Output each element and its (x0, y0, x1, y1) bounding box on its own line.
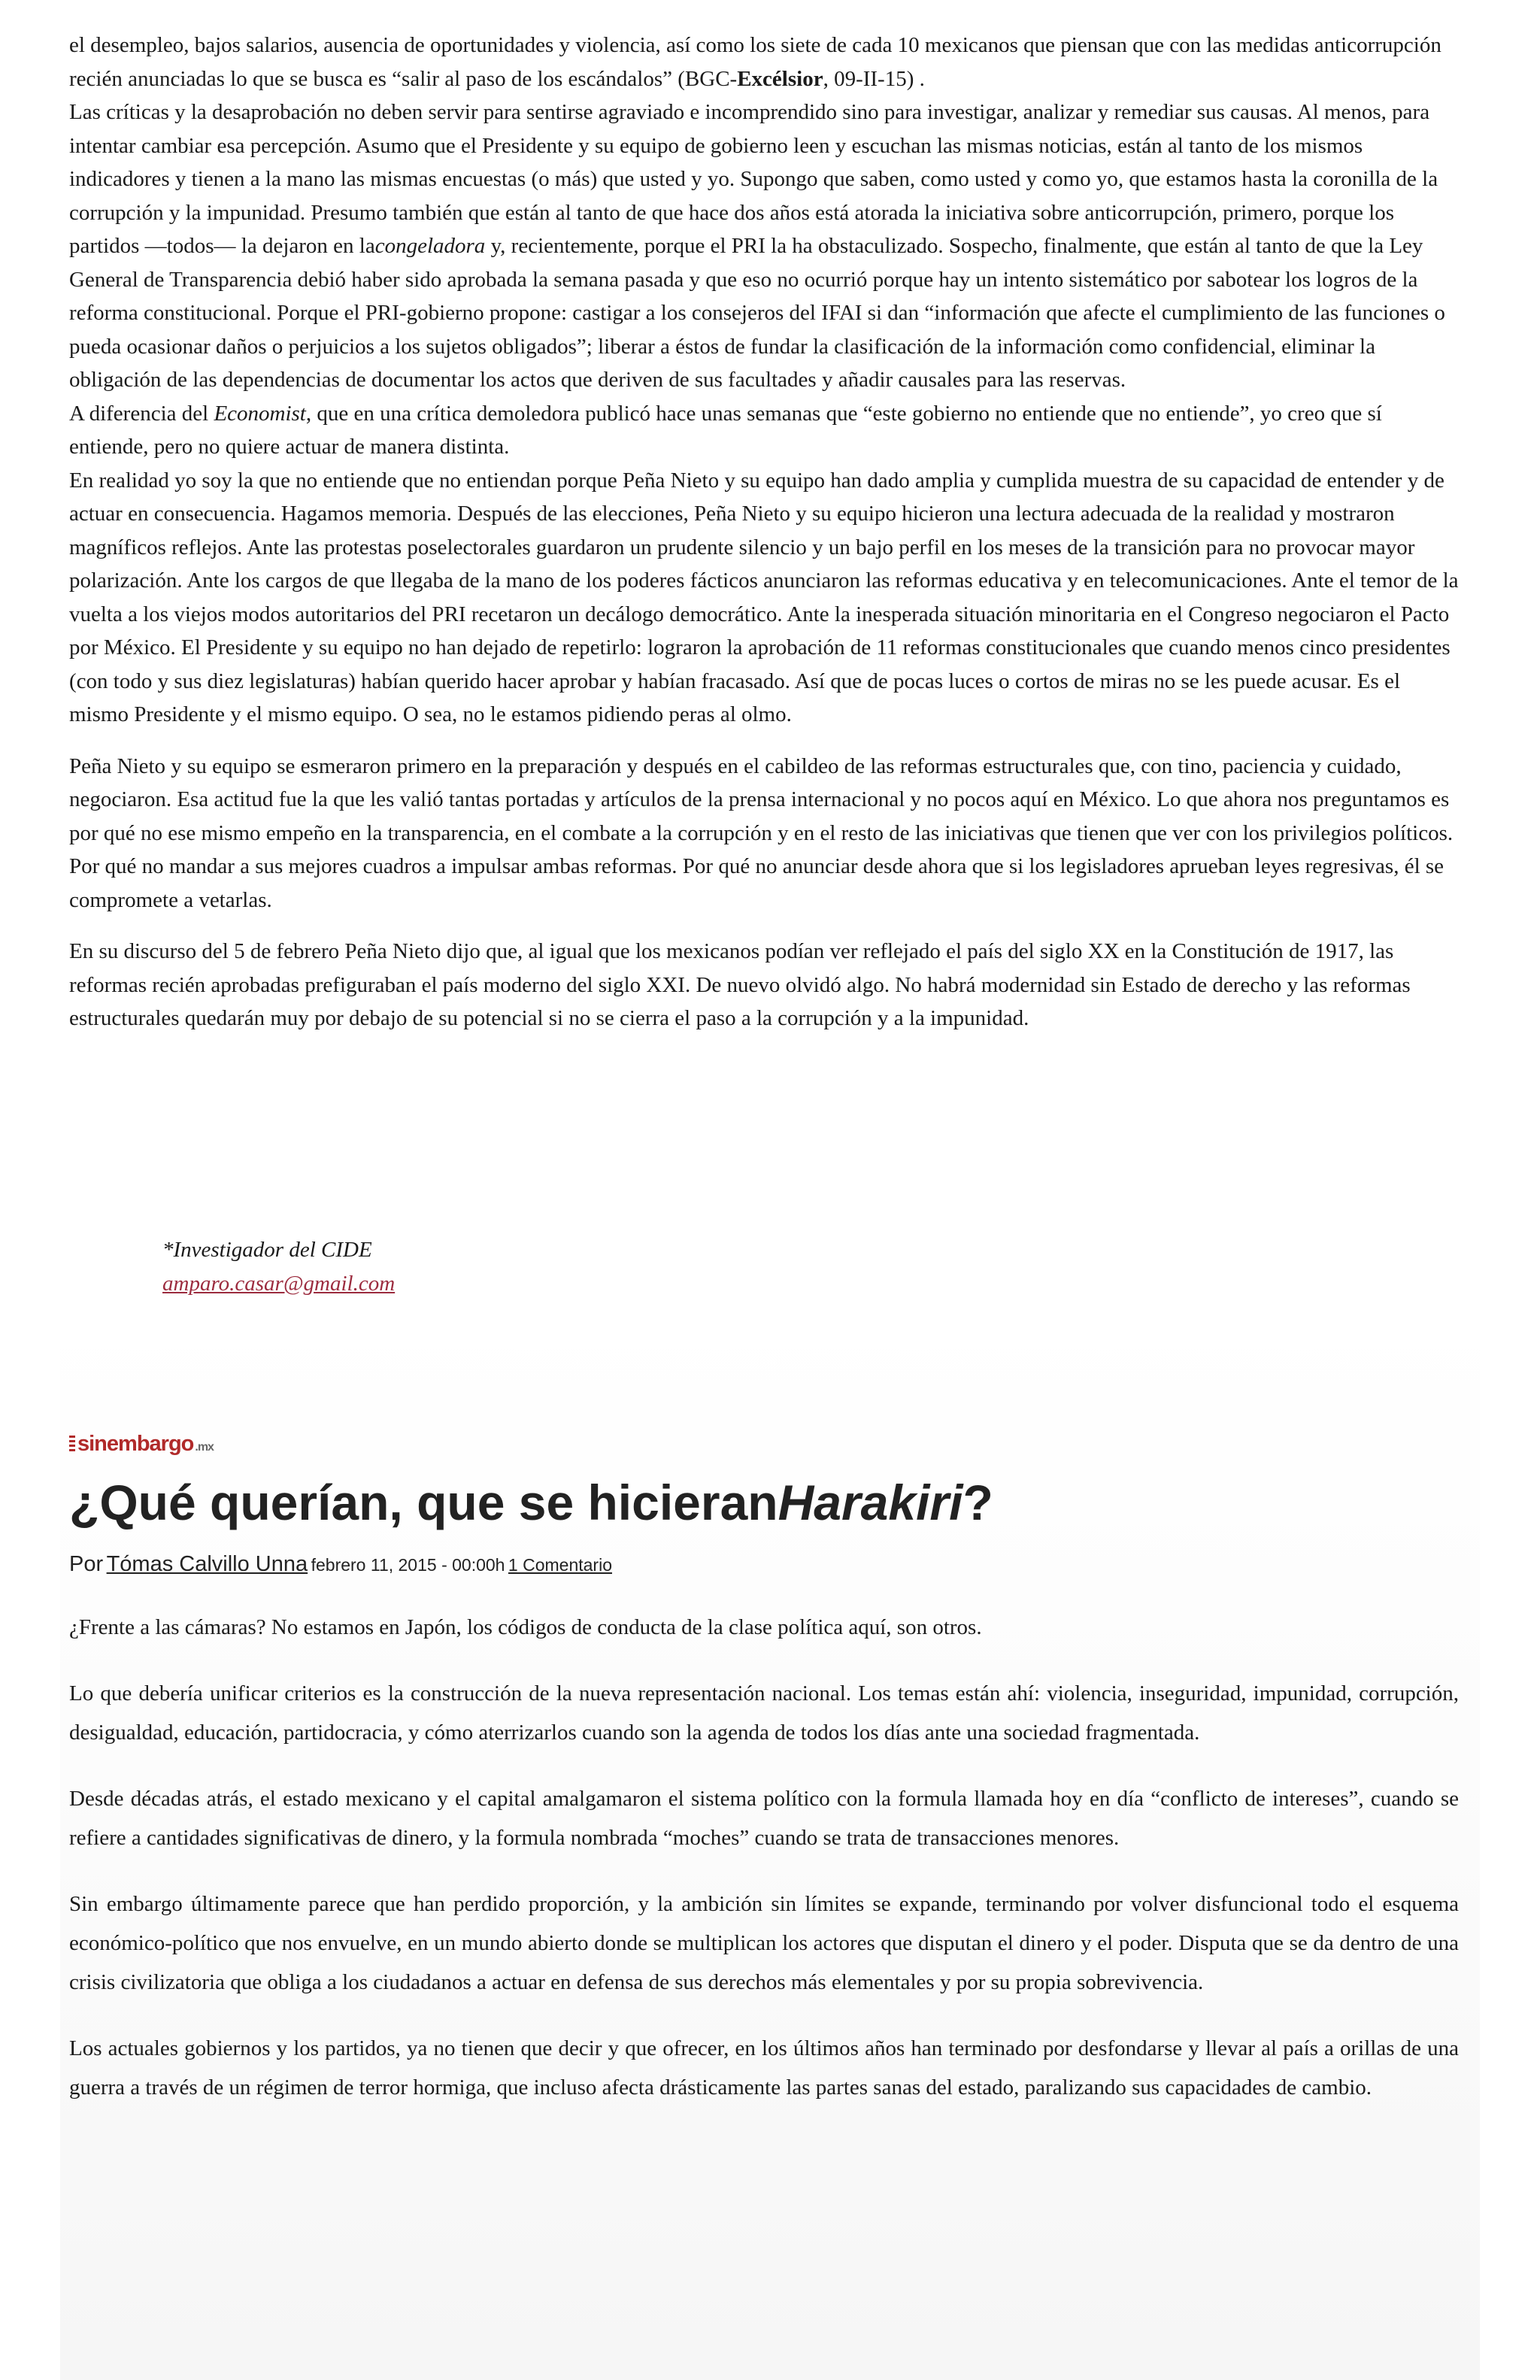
text-segment: En su discurso del 5 de febrero Peña Nieto dijo que, al igual que los mexicanos podían ver reflejado el país del siglo XX en la Constitución de 1917, las reformas recién aprobadas prefiguraban el país moderno del siglo XXI. De nuevo olvidó algo. No habrá modernidad sin Estado de derecho y las reformas estructurales quedarán muy por debajo de su potencial si no se cierra el paso a la corrupción y a la impunidad. (69, 939, 1411, 1030)
text-segment: A diferencia del (69, 401, 214, 426)
text-segment: , que en una crítica demoledora publicó hace unas semanas que “este gobierno no entiende que no entiende”, yo creo que sí entiende, pero no quiere actuar de manera distinta. (69, 401, 1382, 459)
text-segment: Las críticas y la desaprobación no deben servir para sentirse agraviado e incomprendido sino para investigar, analizar y remediar sus causas. Al menos, para intentar cambiar esa percepción. Asumo que el Presidente y su equipo de gobierno leen y escuchan las mismas noticias, están al tanto de los mismos indicadores y tienen a la mano las mismas encuestas (o más) que usted y yo. Supongo que saben, como usted y como yo, que estamos hasta la coronilla de la corrupción y la impunidad. Presumo también que están al tanto de que hace dos años está atorada la iniciativa sobre anticorrupción, primero, porque los partidos —todos— la dejaron en la (69, 100, 1438, 258)
logo-mark-icon (69, 1436, 75, 1452)
article2-paragraph: Los actuales gobiernos y los partidos, ya no tienen que decir y que ofrecer, en los últimos años han terminado por desfondarse y llevar al país a orillas de una guerra a través de un régimen de terror hormiga, que incluso afecta drásticamente las partes sanas del estado, paralizando sus capacidades de cambio. (69, 2036, 1459, 2100)
article1-paragraph (69, 96, 1459, 397)
source-logo[interactable] (69, 1432, 214, 1456)
logo-text: sinembargo (77, 1432, 194, 1456)
text-segment: el desempleo, bajos salarios, ausencia de oportunidades y violencia, así como los siete de cada 10 mexicanos que piensan que con las medidas anticorrupción recién anunciadas lo que se busca es “salir al paso de los escándalos” (BGC- (69, 33, 1441, 91)
article2-paragraph: Lo que debería unificar criterios es la construcción de la nueva representación nacional. Los temas están ahí: violencia, inseguridad, impunidad, corrupción, desigualdad, educación, partidocracia, y cómo aterrizarlos cuando son la agenda de todos los días ante una sociedad fragmentada. (69, 1681, 1459, 1745)
logo-suffix: .mx (195, 1441, 214, 1454)
author-link[interactable]: Tómas Calvillo Unna (106, 1552, 308, 1576)
comments-link[interactable]: 1 Comentario (508, 1555, 612, 1575)
article2-body (69, 1608, 1459, 2134)
article-title (69, 1472, 1459, 1533)
article1-paragraph (69, 464, 1459, 732)
emphasis-term: congeladora (374, 234, 486, 258)
article1-paragraph (69, 750, 1459, 917)
title-end: ? (962, 1475, 993, 1530)
publish-date: febrero 11, 2015 - 00:00h (311, 1555, 505, 1575)
article2-paragraph: ¿Frente a las cámaras? No estamos en Japón, los códigos de conducta de la clase política aquí, son otros. (69, 1615, 982, 1639)
text-segment: , 09-II-15) . (823, 66, 925, 91)
article1-body (69, 29, 1459, 1035)
article1-paragraph (69, 935, 1459, 1035)
article1-paragraph (69, 29, 1459, 96)
article1-paragraph (69, 397, 1459, 464)
text-segment: Peña Nieto y su equipo se esmeraron primero en la preparación y después en el cabildeo de las reformas estructurales que, con tino, paciencia y cuidado, negociaron. Esa actitud fue la que les valió tantas portadas y artículos de la prensa internacional y no pocos aquí en México. Lo que ahora nos preguntamos es por qué no ese mismo empeño en la transparencia, en el combate a la corrupción y en el resto de las iniciativas que tienen que ver con los privilegios políticos. Por qué no mandar a sus mejores cuadros a impulsar ambas reformas. Por qué no anunciar desde ahora que si los legisladores aprueban leyes regresivas, él se compromete a vetarlas. (69, 753, 1454, 912)
author-email-link[interactable]: amparo.casar@gmail.com (162, 1272, 396, 1296)
title-text: ¿Qué querían, que se hicieran (69, 1475, 778, 1530)
text-segment: y, recientemente, porque el PRI la ha obstaculizado. Sospecho, finalmente, que están al tanto de que la Ley General de Transparencia debió haber sido aprobada la semana pasada y que eso no ocurrió porque hay un intento sistemático por sabotear los logros de la reforma constitucional. Porque el PRI-gobierno propone: castigar a los consejeros del IFAI si dan “información que afecte el cumplimiento de las funciones o pueda ocasionar daños o perjuicios a los sujetos obligados”; liberar a éstos de fundar la clasificación de la información como confidencial, eliminar la obligación de las dependencias de documentar los actos que deriven de sus facultades y añadir causales para las reservas. (69, 234, 1445, 392)
text-segment: En realidad yo soy la que no entiende que no entiendan porque Peña Nieto y su equipo han dado amplia y cumplida muestra de su capacidad de entender y de actuar en consecuencia. Hagamos memoria. Después de las elecciones, Peña Nieto y su equipo hicieron una lectura adecuada de la realidad y mostraron magníficos reflejos. Ante las protestas poselectorales guardaron un prudente silencio y un bajo perfil en los meses de la transición para no provocar mayor polarización. Ante los cargos de que llegaba de la mano de los poderes fácticos anunciaron las reformas educativa y en telecomunicaciones. Ante el temor de la vuelta a los viejos modos autoritarios del PRI recetaron un decálogo democrático. Ante la inesperada situación minoritaria en el Congreso negociaron el Pacto por México. El Presidente y su equipo no han dejado de repetirlo: lograron la aprobación de 11 reformas constitucionales que cuando menos cinco presidentes (con todo y sus diez legislaturas) habían querido hacer aprobar y habían fracasado. Así que de pocas luces o cortos de miras no se les puede acusar. Es el mismo Presidente y el mismo equipo. O sea, no le estamos pidiendo peras al olmo. (69, 468, 1459, 726)
author-affiliation: *Investigador del CIDE (162, 1238, 372, 1262)
article2-paragraph: Desde décadas atrás, el estado mexicano y el capital amalgamaron el sistema político con la formula llamada hoy en día “conflicto de intereses”, cuando se refiere a cantidades significativas de dinero, y la formula nombrada “moches” cuando se trata de transacciones menores. (69, 1787, 1459, 1850)
byline-prefix: Por (69, 1552, 104, 1576)
publication-name: Economist (214, 401, 306, 426)
article2-paragraph: Sin embargo últimamente parece que han perdido proporción, y la ambición sin límites se expande, terminando por volver disfuncional todo el esquema económico-político que nos envuelve, en un mundo abierto donde se multiplican los actores que disputan el dinero y el poder. Disputa que se da dentro de una crisis civilizatoria que obliga a los ciudadanos a actuar en defensa de sus derechos más elementales y por su propia sobrevivencia. (69, 1892, 1459, 1994)
byline (69, 1552, 612, 1577)
title-italic: Harakiri (778, 1475, 963, 1530)
publication-name: Excélsior (737, 66, 823, 91)
